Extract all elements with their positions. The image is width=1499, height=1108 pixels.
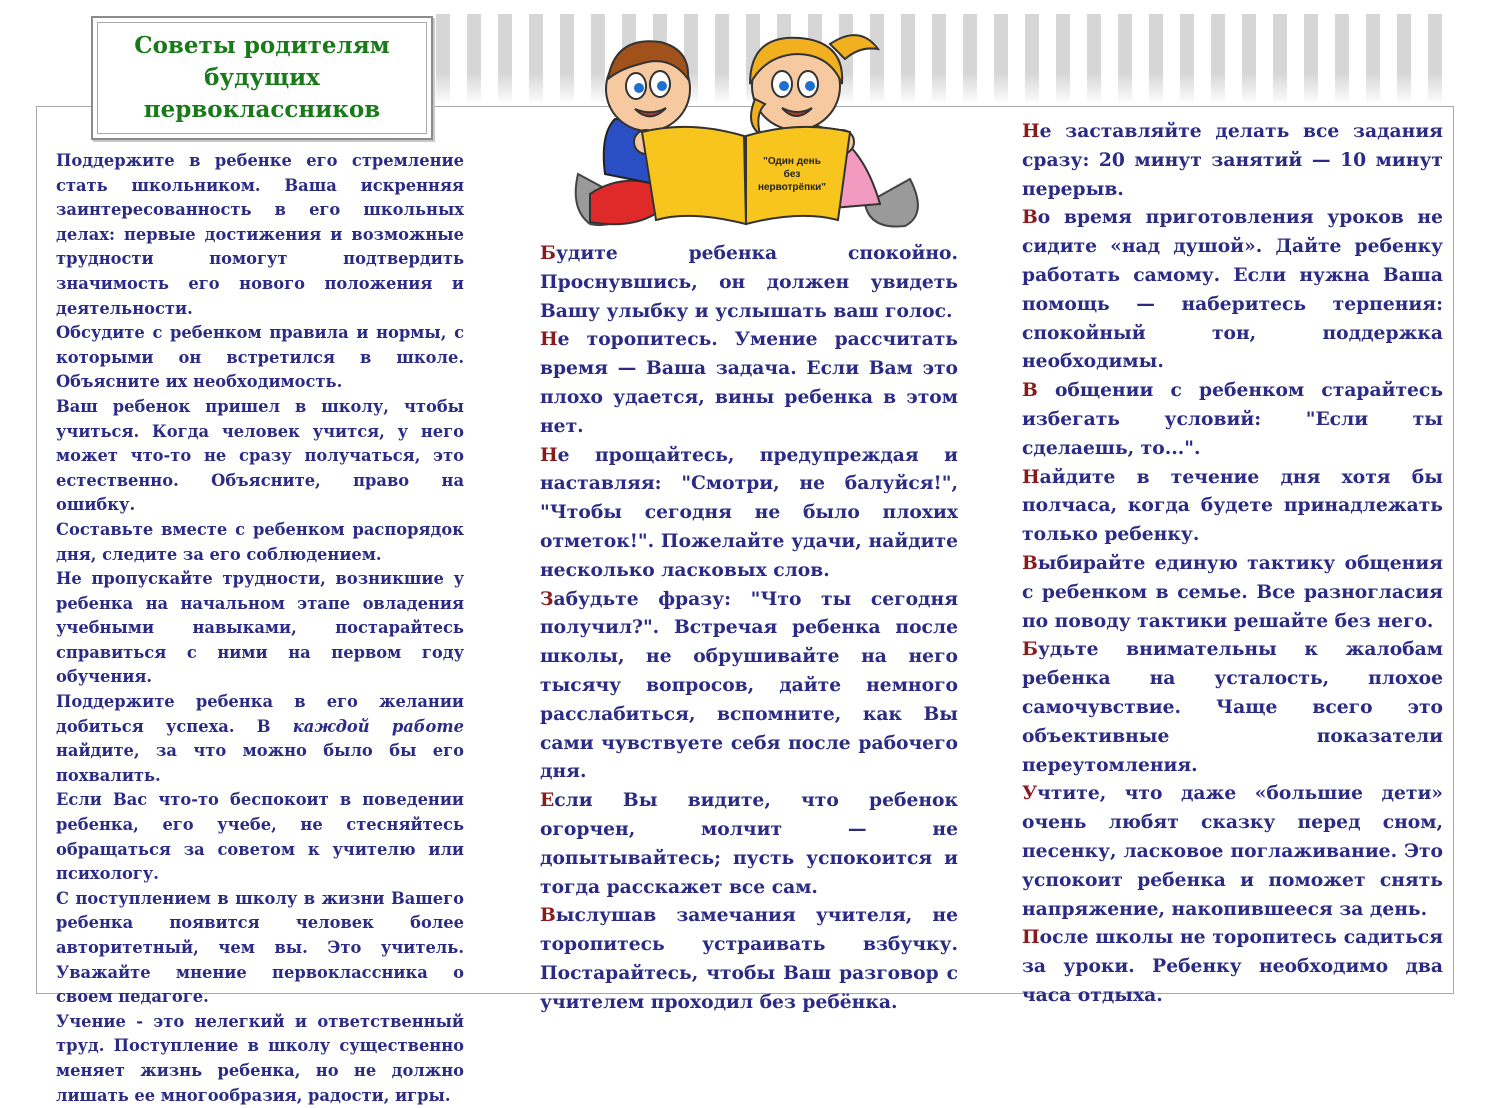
page-title: Советы родителям будущих первоклассников xyxy=(134,32,390,123)
initial-letter: Н xyxy=(1022,120,1040,142)
col2-text: сли Вы видите, что ребенок огорчен, молчит — не допытывайтесь; пусть успокоится и тогда расскажет все сам. xyxy=(540,789,958,898)
initial-letter: Н xyxy=(540,328,558,351)
col3-text: чтите, что даже «большие дети» очень любят сказку перед сном, песенку, ласковое поглаживание. Это успокоит ребенка и поможет снять напряжение, накопившееся за день. xyxy=(1022,782,1443,920)
initial-letter: Н xyxy=(540,443,558,466)
col1-text-part: найдите, за что можно было бы его похвалить. xyxy=(56,741,464,785)
col2-paragraph xyxy=(540,901,958,1016)
book-text-line-1: "Один день xyxy=(763,156,821,167)
col2-paragraph xyxy=(540,585,958,787)
initial-letter: У xyxy=(1022,782,1038,805)
initial-letter: Б xyxy=(540,242,556,264)
kids-reading-illustration xyxy=(560,24,930,232)
col1-paragraph: Составьте вместе с ребенком распорядок дня, следите за его соблюдением. xyxy=(56,519,464,564)
col3-paragraph xyxy=(1022,463,1443,549)
col2-paragraph xyxy=(540,441,958,585)
book-illustration xyxy=(642,127,850,224)
col2-text: е торопитесь. Умение рассчитать время — Ваша задача. Если Вам это плохо удается, вины ребенка в этом нет. xyxy=(540,328,958,437)
col3-paragraph xyxy=(1022,779,1443,923)
col3-text: ыбирайте единую тактику общения с ребенком в семье. Все разногласия по поводу тактики решайте без него. xyxy=(1022,551,1443,632)
col3-paragraph xyxy=(1022,376,1443,462)
col2-paragraph xyxy=(540,325,958,440)
col3-text: общении с ребенком старайтесь избегать условий: "Если ты сделаешь, то...". xyxy=(1022,379,1443,459)
col1-italic-phrase: каждой работе xyxy=(292,716,464,736)
initial-letter: В xyxy=(540,904,556,927)
col3-paragraph xyxy=(1022,549,1443,635)
col3-paragraph xyxy=(1022,635,1443,779)
col2-text: абудьте фразу: "Что ты сегодня получил?". Встречая ребенка после школы, не обрушивайте на него тысячу вопросов, дайте немного расслабиться, вспомните, как Вы сами чувствуете себя после рабочего дня. xyxy=(540,587,958,783)
column-2 xyxy=(540,239,958,1017)
col3-paragraph xyxy=(1022,203,1443,376)
col1-paragraph: Учение - это нелегкий и ответственный труд. Поступление в школу существенно меняет жизнь ребенка, но не должно лишать ее многообразия, радости, игры. xyxy=(56,1011,464,1105)
column-3 xyxy=(1022,117,1443,1010)
initial-letter: З xyxy=(540,587,554,610)
col3-paragraph xyxy=(1022,923,1443,1009)
initial-letter: Б xyxy=(1022,638,1038,661)
initial-letter: В xyxy=(1022,206,1038,229)
col3-text: айдите в течение дня хотя бы полчаса, когда будете принадлежать только ребенку. xyxy=(1022,465,1443,546)
col2-text: удите ребенка спокойно. Проснувшись, он должен увидеть Вашу улыбку и услышать ваш голос. xyxy=(540,242,958,322)
initial-letter: В xyxy=(1022,551,1038,574)
col1-paragraph: Ваш ребенок пришел в школу, чтобы учиться. Когда человек учится, у него может что-то не сразу получаться, это естественно. Объясните, право на ошибку. xyxy=(56,396,464,515)
initial-letter: В xyxy=(1022,379,1038,402)
col1-paragraph: Если Вас что-то беспокоит в поведении ребенка, его учебе, не стесняйтесь обращаться за советом к учителю или психологу. xyxy=(56,790,464,884)
initial-letter: Н xyxy=(1022,465,1040,488)
title-box xyxy=(91,16,433,140)
initial-letter: П xyxy=(1022,926,1040,949)
col1-paragraph xyxy=(56,690,464,788)
col2-text: е прощайтесь, предупреждая и наставляя: "Смотри, не балуйся!", "Чтобы сегодня не было плохих отметок!". Пожелайте удачи, найдите несколько ласковых слов. xyxy=(540,443,958,581)
col3-text: о время приготовления уроков не сидите «над душой». Дайте ребенку работать самому. Если нужна Ваша помощь — наберитесь терпения: спокойный тон, поддержка необходимы. xyxy=(1022,206,1443,373)
col2-paragraph xyxy=(540,239,958,325)
col1-paragraph: Обсудите с ребенком правила и нормы, с которыми он встретился в школе. Объясните их необходимость. xyxy=(56,323,464,392)
col3-paragraph xyxy=(1022,117,1443,203)
col3-text: осле школы не торопитесь садиться за уроки. Ребенку необходимо два часа отдыха. xyxy=(1022,926,1443,1006)
col2-text: ыслушав замечания учителя, не торопитесь устраивать взбучку. Постарайтесь, чтобы Ваш разговор с учителем проходил без ребёнка. xyxy=(540,904,958,1013)
col2-paragraph xyxy=(540,786,958,901)
book-text-line-3: нервотрёпки" xyxy=(757,182,827,193)
col3-text: удьте внимательны к жалобам ребенка на усталость, плохое самочувствие. Чаще всего это объективные показатели переутомления. xyxy=(1022,638,1443,776)
col1-paragraph: Поддержите в ребенке его стремление стать школьником. Ваша искренняя заинтересованность в его школьных делах: первые достижения и возможные трудности помогут подтвердить значимость его нового положения и деятельности. xyxy=(56,151,464,318)
initial-letter: Е xyxy=(540,789,555,812)
col1-paragraph: С поступлением в школу в жизни Вашего ребенка появится человек более авторитетный, чем вы. Это учитель. Уважайте мнение первоклассника о своем педагоге. xyxy=(56,888,464,1007)
title-inner-border xyxy=(97,22,427,134)
col3-text: е заставляйте делать все задания сразу: 20 минут занятий — 10 минут перерыв. xyxy=(1022,120,1443,200)
column-1 xyxy=(56,149,464,1108)
book-text-line-2: без xyxy=(783,169,801,180)
col1-paragraph: Не пропускайте трудности, возникшие у ребенка на начальном этапе овладения учебными навыками, постарайтесь справиться с ними на первом году обучения. xyxy=(56,569,464,687)
col1-text-part: Поддержите ребенка в его желании добиться успеха. В xyxy=(56,692,464,736)
